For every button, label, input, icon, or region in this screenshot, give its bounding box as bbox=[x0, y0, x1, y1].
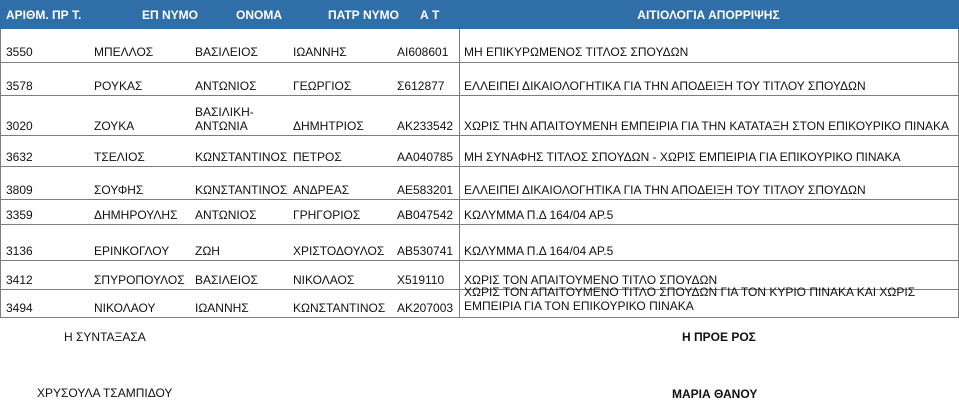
cell-reason: ΕΛΛΕΙΠΕΙ ΔΙΚΑΙΟΛΟΓΗΤΙΚΑ ΓΙΑ ΤΗΝ ΑΠΟΔΕΙΞΗ ΤΟΥ ΤΙΤΛΟΥ ΣΠΟΥΔΩΝ bbox=[464, 183, 866, 197]
cell-father: ΓΕΩΡΓΙΟΣ bbox=[293, 79, 352, 93]
cell-father: ΓΡΗΓΟΡΙΟΣ bbox=[293, 208, 361, 222]
header-reason: ΑΙΤΙΟΛΟΓΙΑ ΑΠΟΡΡΙΨΗΣ bbox=[637, 8, 780, 22]
cell-reason: ΚΩΛΥΜΜΑ Π.Δ 164/04 ΑΡ.5 bbox=[464, 208, 614, 222]
cell-am: 3809 bbox=[6, 183, 33, 197]
cell-surname: ΝΙΚΟΛΑΟΥ bbox=[94, 301, 156, 315]
cell-id: ΑΕ583201 bbox=[397, 183, 454, 197]
cell-reason: ΜΗ ΕΠΙΚΥΡΩΜΕΝΟΣ ΤΙΤΛΟΣ ΣΠΟΥΔΩΝ bbox=[464, 45, 689, 59]
column-divider bbox=[459, 261, 460, 290]
cell-name: ΚΩΝΣΤΑΝΤΙΝΟΣ bbox=[195, 183, 287, 197]
cell-name: ΑΝΤΩΝΙΟΣ bbox=[195, 208, 257, 222]
signature-name-right: ΜΑΡΙΑ ΘΑΝΟΥ bbox=[672, 387, 758, 401]
cell-id: ΑΑ040785 bbox=[397, 150, 454, 164]
table-row bbox=[1, 95, 958, 136]
column-divider bbox=[459, 96, 460, 136]
cell-id: Σ612877 bbox=[397, 79, 445, 93]
cell-am: 3578 bbox=[6, 79, 33, 93]
cell-name: ΒΑΣΙΛΙΚΗ-ΑΝΤΩΝΙΑ bbox=[195, 105, 254, 133]
table-header bbox=[0, 0, 959, 29]
signature-name-left: ΧΡΥΣΟΥΛΑ ΤΣΑΜΠΙΔΟΥ bbox=[37, 386, 173, 400]
header-surname: ΕΠ ΝΥΜΟ bbox=[142, 8, 199, 22]
cell-name: ΖΩΗ bbox=[195, 244, 220, 258]
cell-id: ΑΒ530741 bbox=[397, 244, 454, 258]
cell-father: ΙΩΑΝΝΗΣ bbox=[293, 45, 347, 59]
table-row bbox=[1, 166, 958, 200]
header-id: Α Τ bbox=[420, 8, 440, 22]
header-father: ΠΑΤΡ ΝΥΜΟ bbox=[328, 8, 400, 22]
header-name: ΟΝΟΜΑ bbox=[236, 8, 282, 22]
cell-reason: ΕΛΛΕΙΠΕΙ ΔΙΚΑΙΟΛΟΓΗΤΙΚΑ ΓΙΑ ΤΗΝ ΑΠΟΔΕΙΞΗ ΤΟΥ ΤΙΤΛΟΥ ΣΠΟΥΔΩΝ bbox=[464, 79, 866, 93]
cell-surname: ΣΠΥΡΟΠΟΥΛΟΣ bbox=[94, 273, 185, 287]
column-divider bbox=[459, 290, 460, 318]
cell-father: ΠΕΤΡΟΣ bbox=[293, 150, 342, 164]
header-am: ΑΡΙΘΜ. ΠΡ Τ. bbox=[6, 8, 82, 22]
cell-surname: ΖΟΥΚΑ bbox=[94, 119, 135, 133]
column-divider bbox=[459, 225, 460, 261]
cell-father: ΔΗΜΗΤΡΙΟΣ bbox=[293, 119, 364, 133]
cell-father: ΚΩΝΣΤΑΝΤΙΝΟΣ bbox=[293, 301, 386, 315]
cell-am: 3020 bbox=[6, 119, 33, 133]
column-divider bbox=[459, 29, 460, 62]
cell-surname: ΡΟΥΚΑΣ bbox=[94, 79, 143, 93]
cell-surname: ΣΟΥΦΗΣ bbox=[94, 183, 144, 197]
rejections-table bbox=[0, 29, 959, 318]
cell-father: ΧΡΙΣΤΟΔΟΥΛΟΣ bbox=[293, 244, 385, 258]
table-row bbox=[1, 224, 958, 261]
signature-role-right: Η ΠΡΟΕ ΡΟΣ bbox=[682, 330, 756, 344]
cell-surname: ΔΗΜΗΡΟΥΛΗΣ bbox=[94, 208, 178, 222]
cell-am: 3632 bbox=[6, 150, 33, 164]
cell-reason: ΧΩΡΙΣ ΤΗΝ ΑΠΑΙΤΟΥΜΕΝΗ ΕΜΠΕΙΡΙΑ ΓΙΑ ΤΗΝ ΚΑΤΑΤΑΞΗ ΣΤΟΝ ΕΠΙΚΟΥΡΙΚΟ ΠΙΝΑΚΑ bbox=[464, 119, 950, 133]
cell-father: ΑΝΔΡΕΑΣ bbox=[293, 183, 350, 197]
cell-name: ΒΑΣΙΛΕΙΟΣ bbox=[195, 45, 258, 59]
table-row bbox=[1, 135, 958, 167]
table-row bbox=[1, 29, 958, 62]
cell-reason: ΧΩΡΙΣ ΤΟΝ ΑΠΑΙΤΟΥΜΕΝΟ ΤΙΤΛΟ ΣΠΟΥΔΩΝ ΓΙΑ ΤΟΝ ΚΥΡΙΟ ΠΙΝΑΚΑ ΚΑΙ ΧΩΡΙΣ ΕΜΠΕΙΡΙΑ ΓΙΑ ΤΟΝ ΕΠΙΚΟΥΡΙΚΟ ΠΙΝΑΚΑ bbox=[464, 286, 916, 313]
cell-father: ΝΙΚΟΛΑΟΣ bbox=[293, 273, 355, 287]
column-divider bbox=[459, 200, 460, 225]
cell-am: 3412 bbox=[6, 273, 33, 287]
cell-id: ΑΚ233542 bbox=[397, 119, 454, 133]
cell-id: ΑΒ047542 bbox=[397, 208, 454, 222]
column-divider bbox=[459, 63, 460, 96]
column-divider bbox=[459, 167, 460, 200]
table-row bbox=[1, 199, 958, 225]
cell-am: 3359 bbox=[6, 208, 33, 222]
cell-name: ΒΑΣΙΛΕΙΟΣ bbox=[195, 273, 258, 287]
signature-role-left: Η ΣΥΝΤΑΞΑΣΑ bbox=[64, 330, 146, 344]
cell-surname: ΕΡΙΝΚΟΓΛΟΥ bbox=[94, 244, 170, 258]
cell-name: ΑΝΤΩΝΙΟΣ bbox=[195, 79, 257, 93]
cell-surname: ΜΠΕΛΛΟΣ bbox=[94, 45, 154, 59]
cell-id: ΑΚ207003 bbox=[397, 301, 454, 315]
column-divider bbox=[459, 136, 460, 167]
cell-am: 3494 bbox=[6, 301, 33, 315]
cell-name: ΙΩΑΝΝΗΣ bbox=[195, 301, 249, 315]
cell-surname: ΤΣΕΛΙΟΣ bbox=[94, 150, 145, 164]
cell-reason: ΚΩΛΥΜΜΑ Π.Δ 164/04 ΑΡ.5 bbox=[464, 244, 614, 258]
table-row bbox=[1, 62, 958, 96]
cell-name: ΚΩΝΣΤΑΝΤΙΝΟΣ bbox=[195, 150, 287, 164]
cell-reason: ΜΗ ΣΥΝΑΦΗΣ ΤΙΤΛΟΣ ΣΠΟΥΔΩΝ - ΧΩΡΙΣ ΕΜΠΕΙΡΙΑ ΓΙΑ ΕΠΙΚΟΥΡΙΚΟ ΠΙΝΑΚΑ bbox=[464, 150, 901, 164]
cell-reason: ΧΩΡΙΣ ΤΟΝ ΑΠΑΙΤΟΥΜΕΝΟ ΤΙΤΛΟ ΣΠΟΥΔΩΝ bbox=[464, 273, 718, 287]
table-row bbox=[1, 286, 958, 318]
cell-id: ΑΙ608601 bbox=[397, 45, 449, 59]
cell-am: 3550 bbox=[6, 45, 33, 59]
cell-am: 3136 bbox=[6, 244, 33, 258]
cell-id: Χ519110 bbox=[397, 273, 445, 287]
